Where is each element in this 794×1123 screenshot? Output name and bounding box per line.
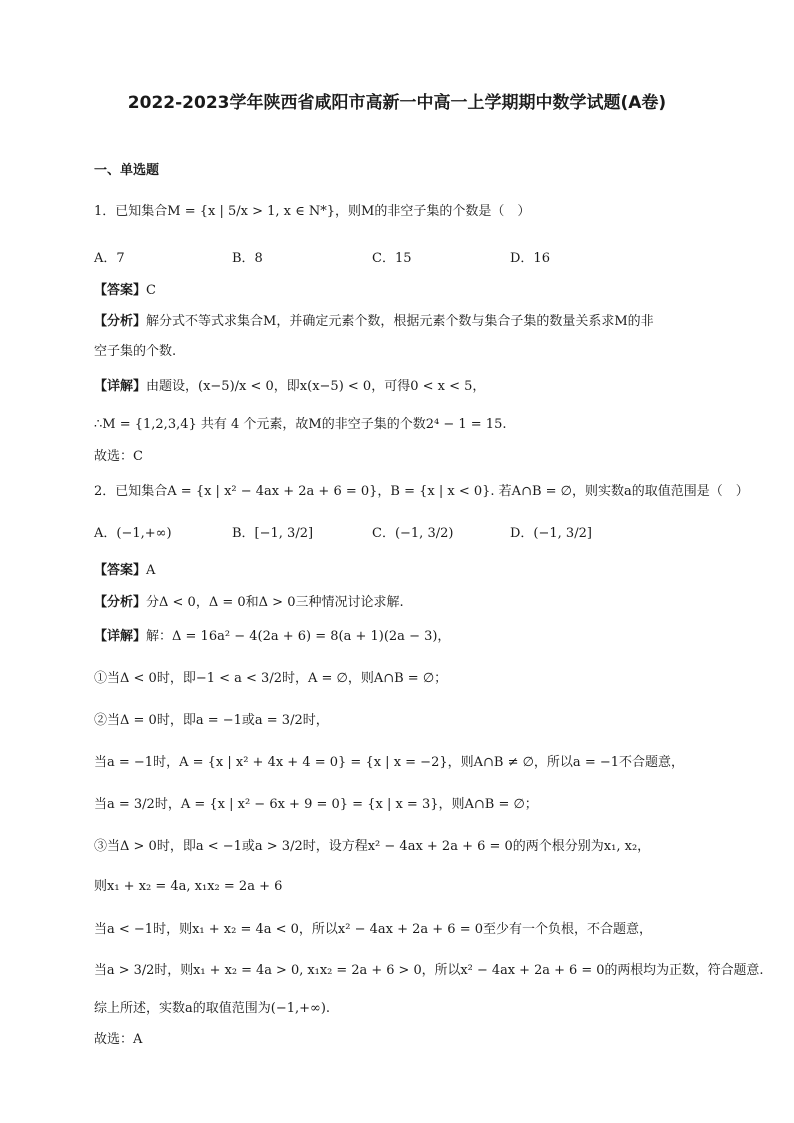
q1-option-b: B．8 [232, 251, 263, 266]
q2-detail-line-7: 则x₁ + x₂ = 4a, x₁x₂ = 2a + 6 [94, 879, 283, 894]
q1-analysis-line-1 [94, 313, 754, 331]
q2-detail-line-4: 当a = −1时，A = {x | x² + 4x + 4 = 0} = {x | x = −2}，则A∩B ≠ ∅，所以a = −1不合题意， [94, 755, 685, 770]
q1-answer-tag: 【答案】 [94, 283, 147, 298]
q2-detail-line-3: ②当Δ = 0时，即a = −1或a = 3/2时， [94, 713, 329, 728]
q2-detail-line-6: ③当Δ > 0时，即a < −1或a > 3/2时，设方程x² − 4ax + 2a + 6 = 0的两个根分别为x₁, x₂， [94, 839, 651, 854]
q2-detail-line-9: 当a > 3/2时，则x₁ + x₂ = 4a > 0, x₁x₂ = 2a + 6 > 0，所以x² − 4ax + 2a + 6 = 0的两根均为正数，符合题意. [94, 963, 764, 978]
q2-option-b: B．[−1, 3/2] [232, 526, 314, 541]
q1-option-c: C．15 [372, 251, 412, 266]
q1-answer [94, 282, 754, 300]
q2-analysis [94, 594, 754, 612]
q1-analysis-line-2: 空子集的个数. [94, 344, 177, 359]
q2-detail-line-2: ①当Δ < 0时，即−1 < a < 3/2时，A = ∅，则A∩B = ∅； [94, 671, 448, 686]
q1-analysis-tag: 【分析】 [94, 314, 147, 329]
q2-detail-text-1: 解：Δ = 16a² − 4(2a + 6) = 8(a + 1)(2a − 3)， [146, 629, 451, 644]
q1-detail-tag: 【详解】 [94, 379, 147, 394]
q2-answer-tag: 【答案】 [94, 563, 147, 578]
q2-analysis-tag: 【分析】 [94, 595, 147, 610]
q2-detail-line-10: 综上所述，实数a的取值范围为(−1,+∞). [94, 1001, 331, 1016]
q2-stem: 2．已知集合A = {x | x² − 4ax + 2a + 6 = 0}，B = {x | x < 0}. 若A∩B = ∅，则实数a的取值范围是（ ） [94, 484, 749, 499]
q1-option-d: D．16 [510, 251, 550, 266]
q2-detail-tag: 【详解】 [94, 629, 147, 644]
q1-option-a: A．7 [94, 251, 125, 266]
q1-detail-line-2: ∴M = {1,2,3,4} 共有 4 个元素，故M的非空子集的个数2⁴ − 1 = 15. [94, 417, 507, 432]
q2-detail-line-5: 当a = 3/2时，A = {x | x² − 6x + 9 = 0} = {x | x = 3}，则A∩B = ∅； [94, 797, 538, 812]
q2-option-c: C．(−1, 3/2) [372, 526, 454, 541]
q1-analysis-text-1: 解分式不等式求集合M，并确定元素个数，根据元素个数与集合子集的数量关系求M的非 [146, 314, 654, 329]
q2-answer [94, 562, 754, 580]
q2-answer-value: A [146, 563, 156, 578]
q1-answer-value: C [146, 283, 156, 298]
q1-detail-text-1: 由题设，(x−5)/x < 0，即x(x−5) < 0，可得0 < x < 5， [146, 379, 486, 394]
q1-choice: 故选：C [94, 449, 143, 464]
section-heading: 一、单选题 [94, 163, 160, 178]
q2-option-d: D．(−1, 3/2] [510, 526, 592, 541]
q1-stem: 1．已知集合M = {x | 5/x > 1, x ∈ N*}，则M的非空子集的个数是（ ） [94, 204, 531, 219]
q2-choice: 故选：A [94, 1032, 143, 1047]
q2-option-a: A．(−1,+∞) [94, 526, 172, 541]
q1-detail-line-1 [94, 378, 754, 396]
q2-detail-line-1 [94, 628, 754, 646]
q2-analysis-text: 分Δ < 0，Δ = 0和Δ > 0三种情况讨论求解. [146, 595, 404, 610]
page-title: 2022-2023学年陕西省咸阳市高新一中高一上学期期中数学试题(A卷) [127, 93, 667, 113]
q2-detail-line-8: 当a < −1时，则x₁ + x₂ = 4a < 0，所以x² − 4ax + 2a + 6 = 0至少有一个负根，不合题意， [94, 922, 653, 937]
